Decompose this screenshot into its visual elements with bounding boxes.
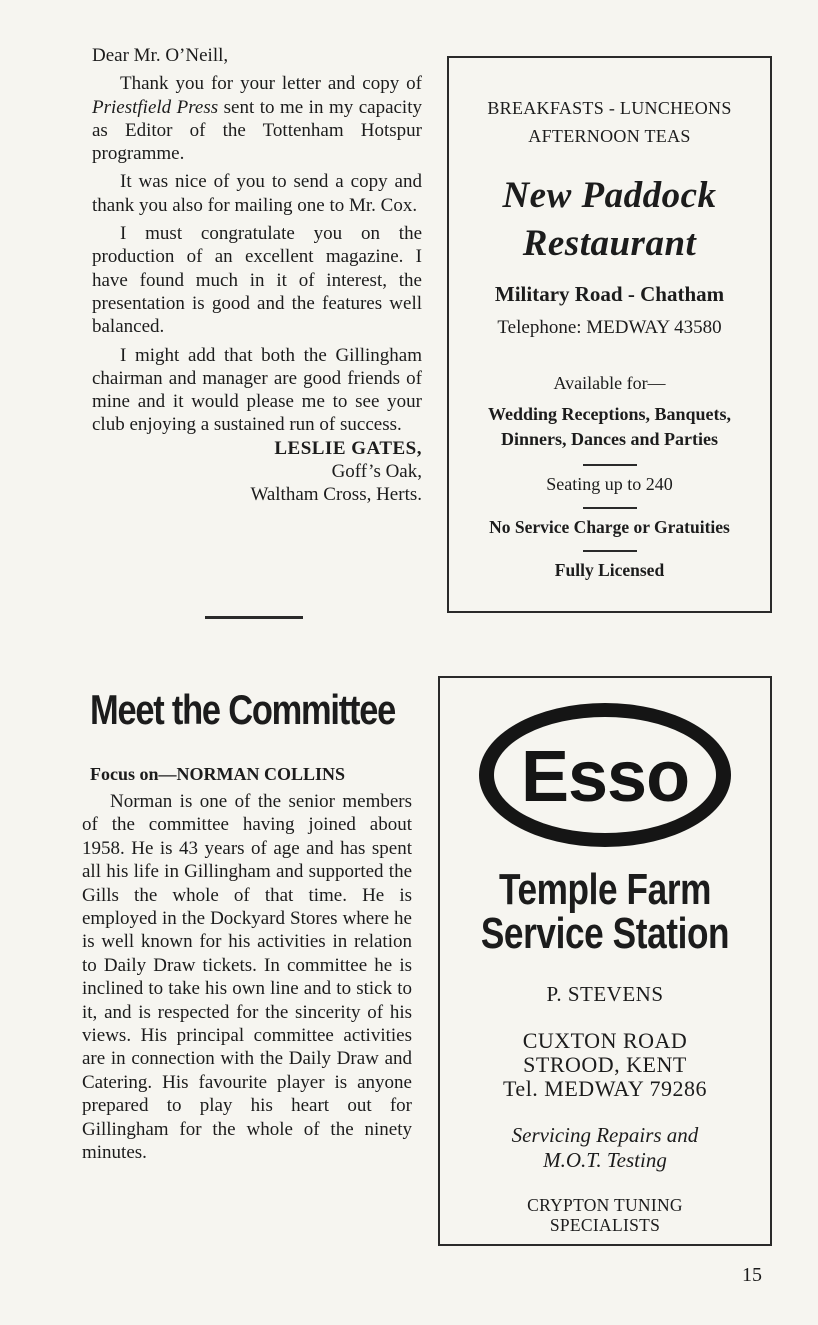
letter-paragraph-4: I might add that both the Gillingham chairman and manager are good friends of mine and it would please me to see your club enjoying a sustained run of success. — [92, 344, 422, 436]
esso-logo — [476, 700, 734, 850]
page-number: 15 — [742, 1264, 762, 1286]
signature-name: LESLIE GATES, — [274, 437, 422, 459]
tuning-specialists: CRYPTON TUNING SPECIALISTS — [527, 1195, 683, 1235]
letter-salutation: Dear Mr. O’Neill, — [92, 45, 229, 66]
divider — [583, 507, 637, 509]
event-types: Wedding Receptions, Banquets, Dinners, Dances and Parties — [487, 404, 732, 449]
esso-advert — [438, 676, 772, 1246]
restaurant-address: Military Road - Chatham — [494, 282, 725, 306]
divider — [583, 550, 637, 552]
available-for: Available for— — [553, 373, 666, 393]
esso-logo-oval — [476, 700, 734, 850]
proprietor: P. STEVENS — [546, 982, 664, 1006]
committee-article — [82, 790, 412, 1165]
focus-subheading: Focus on—NORMAN COLLINS — [90, 764, 346, 784]
letter-paragraph-3: I must congratulate you on the production of an excellent magazine. I have found much in it of interest, the presentation is good and the features well balanced. — [92, 223, 422, 338]
committee-paragraph: Norman is one of the senior members of the committee having joined about 1958. He is 43 years of age and has spent all his life in Gillingham and supported the Gills the whole of that time. He is employed in the Dockyard Stores where he is well known for his activities in relation to Daily Draw tickets. In committee he is inclined to take his own line and to stick to it, and is respected for the sincerity of his views. His principal committee activities are in connection with the Daily Draw and Catering. His favourite player is anyone prepared to play his heart out for Gillingham for the whole of the ninety minutes. — [82, 791, 412, 1164]
section-divider — [205, 616, 303, 619]
signature-location-1: Goff’s Oak, — [331, 461, 422, 483]
divider — [583, 464, 637, 466]
restaurant-advert — [447, 56, 772, 613]
section-heading: Meet the Committee — [90, 686, 396, 733]
restaurant-name: New Paddock Restaurant — [502, 175, 717, 264]
signature-location-2: Waltham Cross, Herts. — [250, 484, 422, 506]
station-name: Temple Farm Service Station — [480, 865, 730, 958]
meals-offered: BREAKFASTS - LUNCHEONS AFTERNOON TEAS — [487, 98, 732, 146]
station-address: CUXTON ROAD STROOD, KENT Tel. MEDWAY 79286 — [503, 1028, 707, 1101]
fully-licensed: Fully Licensed — [554, 560, 665, 580]
letter-paragraph-2: It was nice of you to send a copy and thank you also for mailing one to Mr. Cox. — [92, 171, 422, 216]
letter-paragraph-1: Thank you for your letter and copy of Priestfield Press sent to me in my capacity as Editor of the Tottenham Hotspur programme. — [92, 73, 422, 165]
restaurant-telephone: Telephone: MEDWAY 43580 — [497, 317, 722, 338]
seating-capacity: Seating up to 240 — [546, 474, 673, 494]
letter — [92, 44, 422, 507]
services-offered: Servicing Repairs and M.O.T. Testing — [511, 1123, 699, 1172]
esso-logo-text: Esso — [520, 737, 690, 817]
no-service-charge: No Service Charge or Gratuities — [489, 517, 730, 537]
